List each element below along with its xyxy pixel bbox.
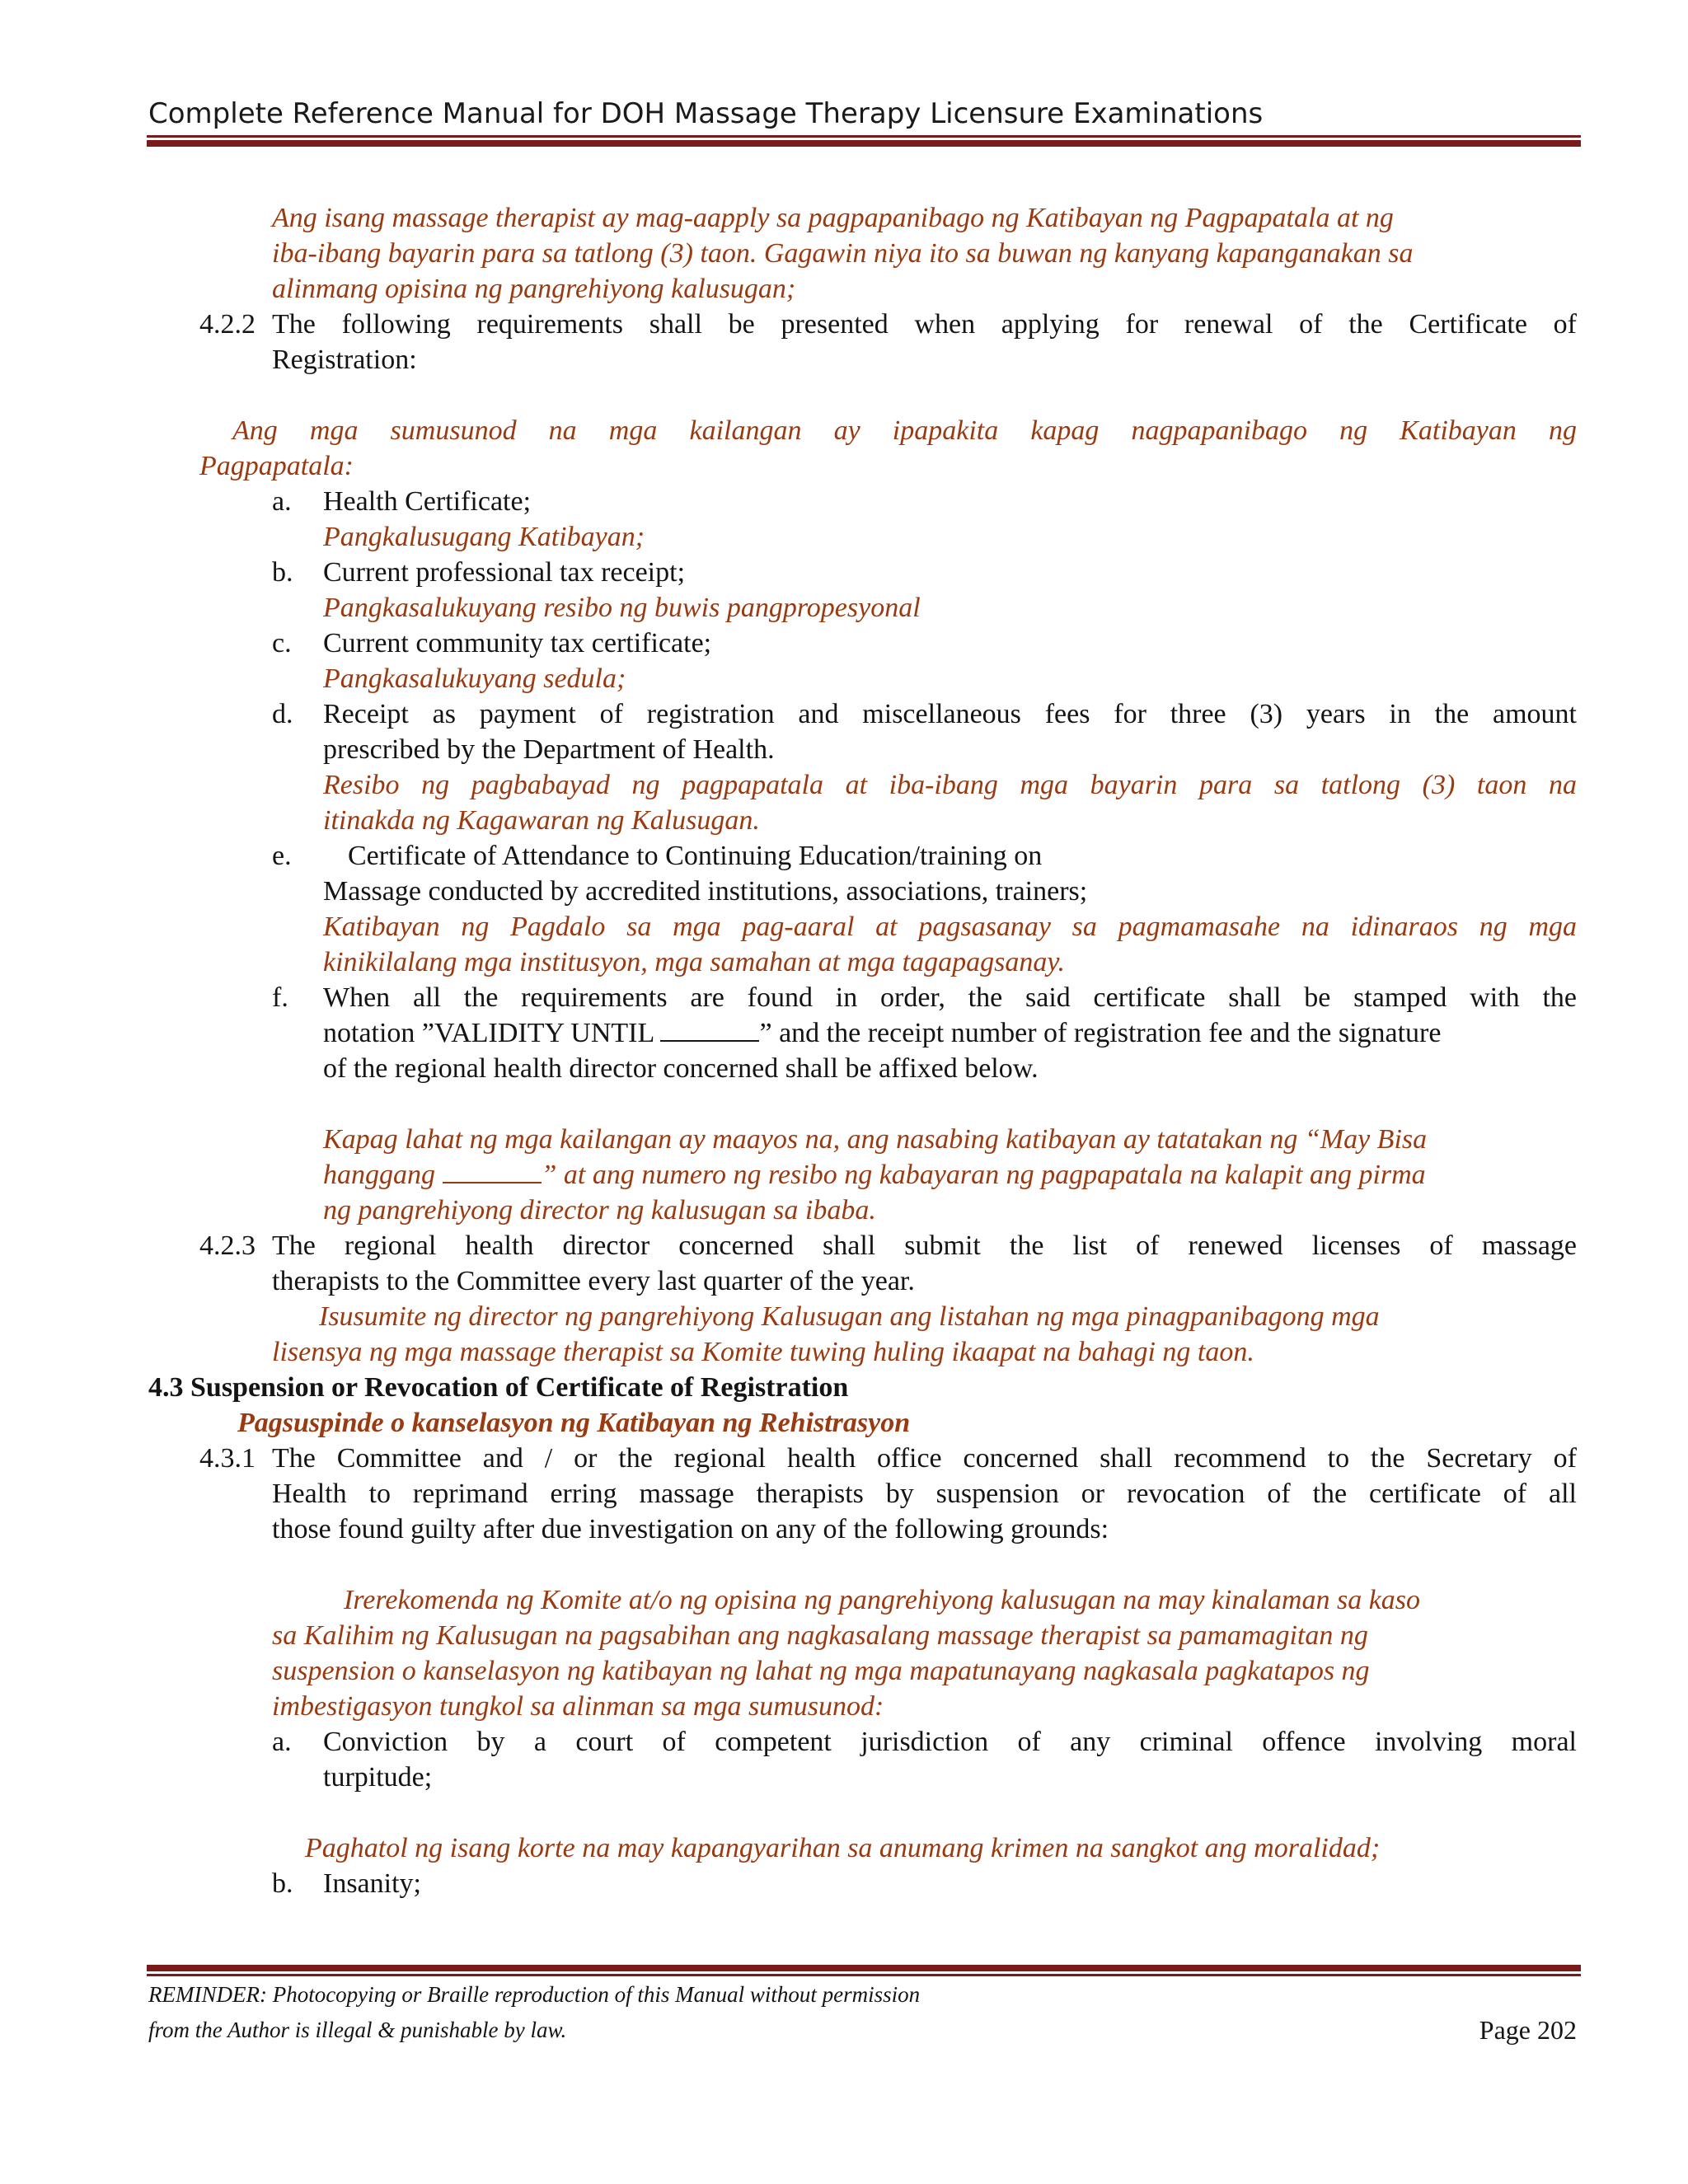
footer-rule-thin xyxy=(147,1974,1581,1976)
header-rule-thin xyxy=(147,135,1581,138)
section-4-2-3-text: The regional health director concerned shall submit the list of renewed licenses of massage xyxy=(272,1230,1577,1261)
requirement-item-tagalog: Pangkasalukuyang resibo ng buwis pangpropesyonal xyxy=(323,593,921,623)
requirement-item-tagalog: Katibayan ng Pagdalo sa mga pag-aaral at pagsasanay sa pagmamasahe na idinaraos ng mga xyxy=(323,912,1577,942)
section-4-2-2-tagalog: Pagpapatala: xyxy=(199,451,354,481)
section-4-2-3-tagalog: lisensya ng mga massage therapist sa Komite tuwing huling ikaapat na bahagi ng taon. xyxy=(272,1337,1254,1367)
section-4-3-1-tagalog: sa Kalihim ng Kalusugan na pagsabihan ang nagkasalang massage therapist sa pamamagitan ng xyxy=(272,1620,1368,1651)
section-4-2-3-text: therapists to the Committee every last quarter of the year. xyxy=(272,1266,915,1296)
section-4-3-1-text: Health to reprimand erring massage therapists by suspension or revocation of the certificate of all xyxy=(272,1479,1577,1509)
notation-tagalog: hanggang xyxy=(323,1160,435,1190)
requirement-item-tagalog: ng pangrehiyong director ng kalusugan sa ibaba. xyxy=(323,1195,876,1226)
requirement-item-tagalog: Pangkalusugang Katibayan; xyxy=(323,522,645,552)
section-4-3-heading-tagalog: Pagsuspinde o kanselasyon ng Katibayan ng Rehistrasyon xyxy=(237,1408,911,1438)
section-4-2-3-tagalog: Isusumite ng director ng pangrehiyong Kalusugan ang listahan ng mga pinagpanibagong mga xyxy=(319,1301,1380,1332)
section-number-4-3-1: 4.3.1 xyxy=(199,1443,256,1474)
requirement-item-tagalog: Resibo ng pagbabayad ng pagpapatala at iba-ibang mga bayarin para sa tatlong (3) taon na xyxy=(323,770,1577,800)
grounds-item: Insanity; xyxy=(323,1868,421,1899)
requirement-item: Receipt as payment of registration and miscellaneous fees for three (3) years in the amount xyxy=(323,699,1577,729)
section-4-3-1-text: those found guilty after due investigation on any of the following grounds: xyxy=(272,1514,1109,1544)
intro-tagalog-line: alinmang opisina ng pangrehiyong kalusugan; xyxy=(272,274,796,304)
requirement-item: Health Certificate; xyxy=(323,486,532,517)
intro-tagalog-line: Ang isang massage therapist ay mag-aapply sa pagpapanibago ng Katibayan ng Pagpapatala at ng xyxy=(272,203,1394,233)
requirement-item xyxy=(323,1015,1441,1051)
list-letter: a. xyxy=(272,1727,292,1757)
requirement-item-tagalog: kinikilalang mga institusyon, mga samahan at mga tagapagsanay. xyxy=(323,947,1066,977)
section-4-2-2-text: The following requirements shall be presented when applying for renewal of the Certificate of xyxy=(272,309,1577,340)
page-header-title: Complete Reference Manual for DOH Massage Therapy Licensure Examinations xyxy=(148,97,1264,130)
grounds-item: Conviction by a court of competent jurisdiction of any criminal offence involving moral xyxy=(323,1727,1577,1757)
section-4-3-1-tagalog: imbestigasyon tungkol sa alinman sa mga sumusunod: xyxy=(272,1691,884,1722)
notation-text-rest: ” and the receipt number of registration fee and the signature xyxy=(759,1018,1442,1048)
footer-reminder: REMINDER: Photocopying or Braille reproduction of this Manual without permission xyxy=(148,1982,921,2007)
notation-tagalog-rest: ” at ang numero ng resibo ng kabayaran ng pagpapatala na kalapit ang pirma xyxy=(541,1160,1426,1190)
grounds-item-tagalog: Paghatol ng isang korte na may kapangyarihan sa anumang krimen na sangkot ang moralidad; xyxy=(305,1833,1381,1863)
section-4-3-1-tagalog: Irerekomenda ng Komite at/o ng opisina ng pangrehiyong kalusugan na may kinalaman sa kaso xyxy=(344,1585,1421,1615)
section-4-2-2-tagalog: Ang mga sumusunod na mga kailangan ay ipapakita kapag nagpapanibago ng Katibayan ng xyxy=(232,415,1577,446)
header-rule-thick xyxy=(147,140,1581,147)
blank-line xyxy=(443,1165,542,1183)
footer-rule-thick xyxy=(147,1965,1581,1971)
blank-line xyxy=(660,1024,759,1042)
requirement-item: prescribed by the Department of Health. xyxy=(323,734,775,765)
section-number-4-2-2: 4.2.2 xyxy=(199,309,256,340)
requirement-item-tagalog xyxy=(323,1157,1426,1193)
requirement-item: Current community tax certificate; xyxy=(323,628,712,658)
list-letter: f. xyxy=(272,982,288,1013)
list-letter: e. xyxy=(272,841,292,871)
requirement-item: Massage conducted by accredited institutions, associations, trainers; xyxy=(323,876,1088,907)
section-number-4-2-3: 4.2.3 xyxy=(199,1230,256,1261)
requirement-item-tagalog: itinakda ng Kagawaran ng Kalusugan. xyxy=(323,805,760,836)
list-letter: d. xyxy=(272,699,293,729)
requirement-item-tagalog: Kapag lahat ng mga kailangan ay maayos na, ang nasabing katibayan ay tatatakan ng “May Bisa xyxy=(323,1124,1428,1155)
requirement-item: Current professional tax receipt; xyxy=(323,557,686,588)
list-letter: b. xyxy=(272,1868,293,1899)
list-letter: c. xyxy=(272,628,292,658)
grounds-item: turpitude; xyxy=(323,1762,433,1793)
requirement-item: When all the requirements are found in order, the said certificate shall be stamped with the xyxy=(323,982,1577,1013)
list-letter: b. xyxy=(272,557,293,588)
section-4-2-2-text: Registration: xyxy=(272,344,417,375)
list-letter: a. xyxy=(272,486,292,517)
section-4-3-heading: 4.3 Suspension or Revocation of Certificate of Registration xyxy=(148,1372,849,1403)
requirement-item: Certificate of Attendance to Continuing Education/training on xyxy=(348,841,1043,871)
intro-tagalog-line: iba-ibang bayarin para sa tatlong (3) taon. Gagawin niya ito sa buwan ng kanyang kapanganakan sa xyxy=(272,238,1414,269)
requirement-item: of the regional health director concerned shall be affixed below. xyxy=(323,1053,1039,1084)
section-4-3-1-text: The Committee and / or the regional health office concerned shall recommend to the Secretary of xyxy=(272,1443,1577,1474)
requirement-item-tagalog: Pangkasalukuyang sedula; xyxy=(323,663,626,694)
section-4-3-1-tagalog: suspension o kanselasyon ng katibayan ng lahat ng mga mapatunayang nagkasala pagkatapos ng xyxy=(272,1656,1370,1686)
page-number: Page 202 xyxy=(1479,2015,1577,2045)
notation-text: notation ”VALIDITY UNTIL xyxy=(323,1018,654,1048)
footer-reminder: from the Author is illegal & punishable by law. xyxy=(148,2018,567,2042)
